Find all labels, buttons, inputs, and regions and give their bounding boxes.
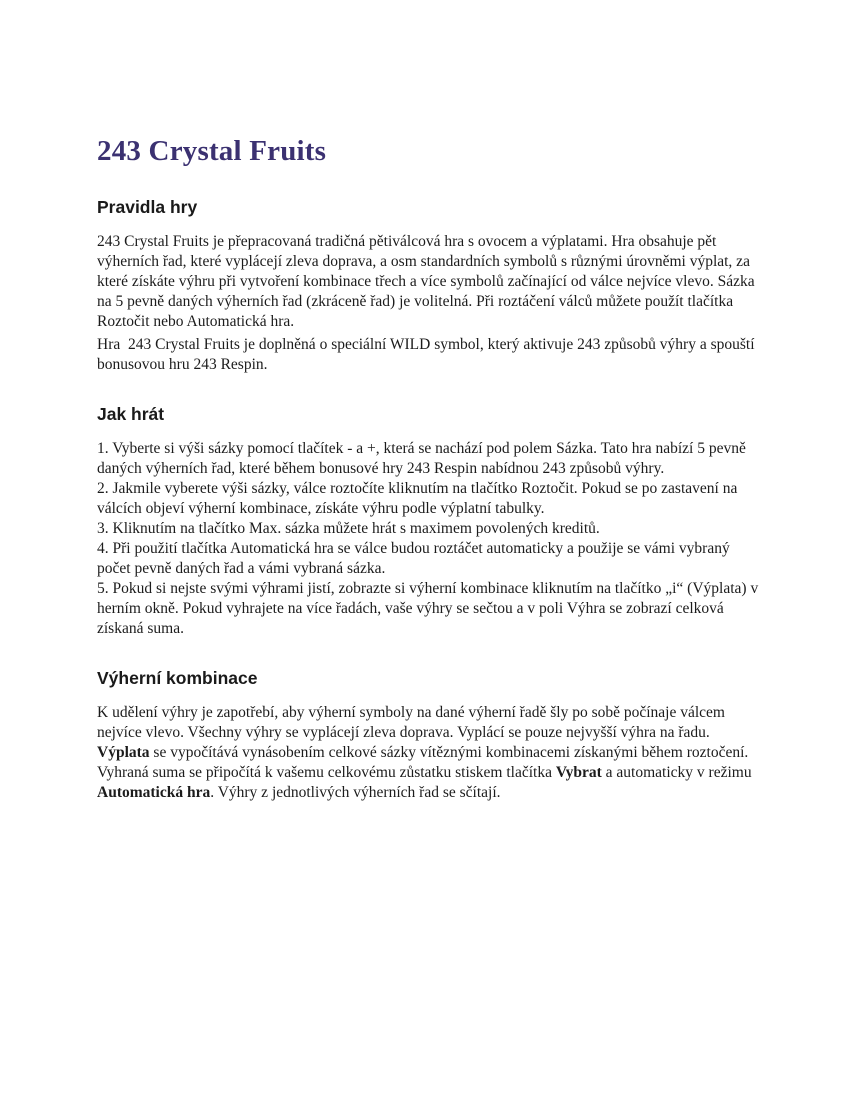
- paragraph-step-2: 2. Jakmile vyberete výši sázky, válce roztočíte kliknutím na tlačítko Roztočit. Pokud se po zastavení na válcích objeví výherní kombinace, získáte výhru podle výplatní tabulky.: [97, 479, 742, 517]
- section-jak-hrat: [97, 404, 765, 639]
- section-heading-vyherni-kombinace: Výherní kombinace: [97, 667, 258, 688]
- paragraph-step-4: 4. Při použití tlačítka Automatická hra se válce budou roztáčet automaticky a použije se vámi vybraný počet pevně daných řad a vámi vybraná sázka.: [97, 539, 734, 577]
- paragraph: Hra 243 Crystal Fruits je doplněná o speciální WILD symbol, který aktivuje 243 způsobů výhry a spouští bonusovou hru 243 Respin.: [97, 335, 759, 373]
- section-vyherni-kombinace: [97, 668, 765, 803]
- paragraph: K udělení výhry je zapotřebí, aby výherní symboly na dané výherní řadě šly po sobě počínaje válcem nejvíce vlevo. Všechny výhry se vyplácejí zleva doprava. Vyplácí se pouze nejvyšší výhra na řadu. Výplata se vypočítává vynásobením celkové sázky vítěznými kombinacemi získanými během roztočení. Vyhraná suma se připočítá k vašemu celkovému zůstatku stiskem tlačítka Vybrat a automaticky v režimu Automatická hra. Výhry z jednotlivých výherních řad se sčítají.: [97, 703, 756, 801]
- paragraph-step-1: 1. Vyberte si výši sázky pomocí tlačítek - a +, která se nachází pod polem Sázka. Tato hra nabízí 5 pevně daných výherních řad, které během bonusové hry 243 Respin nabídnou 243 způsobů výhry.: [97, 439, 750, 477]
- paragraph: 243 Crystal Fruits je přepracovaná tradičná pětiválcová hra s ovocem a výplatami. Hra obsahuje pět výherních řad, které vyplácejí zleva doprava, a osm standardních symbolů s různými úrovněmi výplat, za které získáte výhru při vytvoření kombinace třech a více symbolů začínající od válce nejvíce vlevo. Sázka na 5 pevně daných výherních řad (zkráceně řad) je volitelná. Při roztáčení válců můžete použít tlačítka Roztočit nebo Automatická hra.: [97, 232, 759, 330]
- paragraph-step-5: 5. Pokud si nejste svými výhrami jistí, zobrazte si výherní kombinace kliknutím na tlačítko „i“ (Výplata) v herním okně. Pokud vyhrajete na více řadách, vaše výhry se sečtou a v poli Výhra se zobrazí celková získaná suma.: [97, 579, 763, 637]
- section-heading-jak-hrat: Jak hrát: [97, 403, 165, 424]
- paragraph-step-3: 3. Kliknutím na tlačítko Max. sázka můžete hrát s maximem povolených kreditů.: [97, 519, 600, 537]
- document-title: 243 Crystal Fruits: [97, 135, 327, 167]
- section-pravidla-hry: [97, 197, 765, 375]
- section-heading-pravidla-hry: Pravidla hry: [97, 196, 198, 217]
